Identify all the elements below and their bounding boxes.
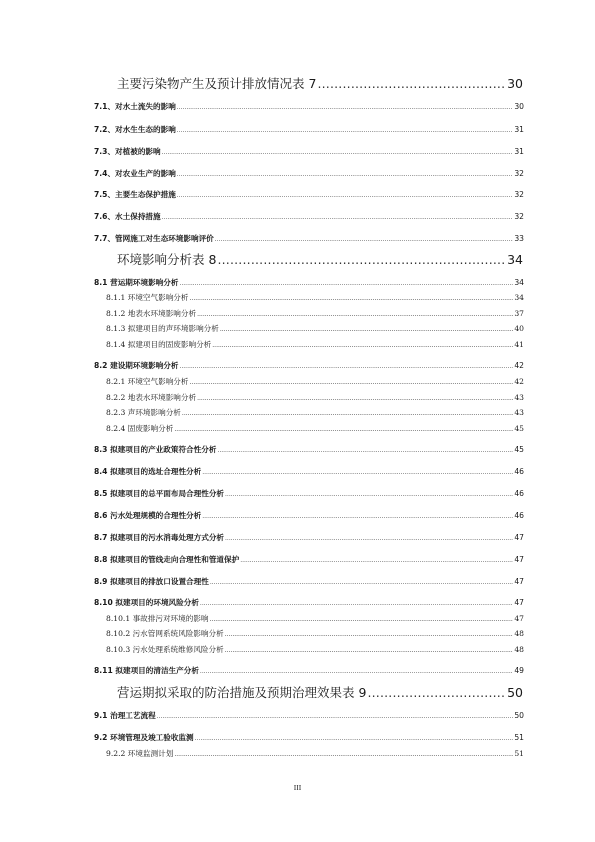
- toc-entry[interactable]: [117, 74, 523, 92]
- toc-entry[interactable]: [94, 360, 524, 371]
- toc-entry-label: 营运期拟采取的防治措施及预期治理效果表 9: [117, 685, 367, 700]
- toc-entry-label: 8.10.3 污水处理系统维修风险分析: [106, 645, 224, 654]
- toc-entry-page-number: 47: [514, 555, 524, 564]
- toc-entry-label: 8.1 营运期环境影响分析: [94, 278, 179, 287]
- toc-entry[interactable]: [94, 732, 524, 743]
- toc-dot-leader: [212, 342, 513, 349]
- toc-dot-leader: [367, 685, 506, 700]
- toc-dot-leader: [202, 469, 513, 476]
- toc-entry[interactable]: [94, 444, 524, 455]
- toc-entry-page-number: 48: [514, 645, 524, 654]
- toc-dot-leader: [179, 363, 513, 370]
- toc-entry-label: 8.7 拟建项目的污水消毒处理方式分析: [94, 533, 225, 542]
- toc-entry[interactable]: [117, 250, 523, 268]
- toc-entry-page-number: 32: [514, 212, 524, 221]
- toc-dot-leader: [202, 513, 513, 520]
- toc-entry[interactable]: [94, 146, 524, 157]
- toc-entry-label: 8.4 拟建项目的选址合理性分析: [94, 467, 202, 476]
- toc-dot-leader: [200, 600, 513, 607]
- toc-entry[interactable]: [106, 628, 524, 639]
- toc-dot-leader: [317, 76, 506, 91]
- toc-entry-label: 8.6 污水处理规模的合理性分析: [94, 511, 202, 520]
- toc-entry-page-number: 50: [507, 685, 523, 700]
- toc-entry[interactable]: [94, 488, 524, 499]
- toc-dot-leader: [200, 668, 513, 675]
- toc-dot-leader: [210, 579, 514, 586]
- toc-dot-leader: [177, 192, 514, 199]
- toc-entry[interactable]: [106, 392, 524, 403]
- toc-entry-page-number: 43: [514, 393, 524, 402]
- toc-entry-page-number: 48: [514, 629, 524, 638]
- toc-entry-page-number: 32: [514, 190, 524, 199]
- toc-entry[interactable]: [94, 168, 524, 179]
- toc-entry-label: 8.2.4 固废影响分析: [106, 424, 174, 433]
- toc-entry-page-number: 45: [514, 445, 524, 454]
- toc-entry[interactable]: [94, 101, 524, 112]
- toc-dot-leader: [162, 214, 514, 221]
- toc-entry-label: 7.1、对水土流失的影响: [94, 102, 176, 111]
- toc-entry-label: 9.1 治理工艺流程: [94, 711, 156, 720]
- toc-entry[interactable]: [94, 466, 524, 477]
- toc-entry-page-number: 30: [507, 76, 523, 91]
- toc-entry-label: 7.6、水土保持措施: [94, 212, 161, 221]
- toc-dot-leader: [162, 149, 514, 156]
- toc-dot-leader: [197, 395, 513, 402]
- toc-entry[interactable]: [94, 665, 524, 676]
- toc-dot-leader: [182, 410, 513, 417]
- toc-entry-label: 9.2.2 环境监测计划: [106, 749, 174, 758]
- toc-dot-leader: [174, 426, 513, 433]
- toc-entry-label: 8.10.1 事故排污对环境的影响: [106, 614, 209, 623]
- toc-entry-label: 8.11 拟建项目的清洁生产分析: [94, 666, 199, 675]
- toc-entry-page-number: 46: [514, 511, 524, 520]
- toc-entry[interactable]: [94, 576, 524, 587]
- toc-entry-label: 8.8 拟建项目的管线走向合理性和管道保护: [94, 555, 240, 564]
- toc-dot-leader: [195, 735, 514, 742]
- toc-entry[interactable]: [94, 277, 524, 288]
- toc-entry-label: 8.9 拟建项目的排放口设置合理性: [94, 577, 209, 586]
- toc-entry[interactable]: [106, 613, 524, 624]
- toc-entry-label: 环境影响分析表 8: [117, 252, 217, 267]
- toc-entry[interactable]: [106, 376, 524, 387]
- toc-entry[interactable]: [94, 532, 524, 543]
- toc-entry-label: 主要污染物产生及预计排放情况表 7: [117, 76, 317, 91]
- toc-dot-leader: [217, 447, 513, 454]
- toc-entry[interactable]: [106, 323, 524, 334]
- toc-dot-leader: [190, 295, 514, 302]
- toc-entry[interactable]: [117, 683, 523, 701]
- toc-entry[interactable]: [94, 124, 524, 135]
- page-number: III: [293, 783, 302, 792]
- toc-dot-leader: [240, 557, 513, 564]
- toc-entry-page-number: 34: [507, 252, 523, 267]
- toc-dot-leader: [157, 713, 514, 720]
- toc-dot-leader: [225, 631, 514, 638]
- toc-entry[interactable]: [94, 510, 524, 521]
- toc-entry[interactable]: [106, 423, 524, 434]
- toc-dot-leader: [217, 252, 506, 267]
- toc-entry-label: 8.3 拟建项目的产业政策符合性分析: [94, 445, 217, 454]
- toc-entry-page-number: 49: [514, 666, 524, 675]
- toc-entry-label: 8.1.4 拟建项目的固废影响分析: [106, 340, 212, 349]
- toc-entry-page-number: 43: [514, 408, 524, 417]
- toc-entry-label: 8.1.1 环境空气影响分析: [106, 293, 189, 302]
- toc-entry-label: 7.2、对水生生态的影响: [94, 125, 176, 134]
- toc-dot-leader: [190, 379, 514, 386]
- toc-entry-page-number: 47: [514, 598, 524, 607]
- toc-entry-page-number: 30: [514, 102, 524, 111]
- toc-dot-leader: [174, 751, 513, 758]
- toc-entry-page-number: 34: [514, 293, 524, 302]
- toc-entry-page-number: 33: [514, 234, 524, 243]
- toc-dot-leader: [225, 647, 514, 654]
- toc-entry-page-number: 40: [514, 324, 524, 333]
- toc-entry-page-number: 45: [514, 424, 524, 433]
- toc-entry-label: 8.2.2 地表水环境影响分析: [106, 393, 197, 402]
- toc-entry-label: 7.7、管网施工对生态环境影响评价: [94, 234, 214, 243]
- toc-entry[interactable]: [94, 211, 524, 222]
- toc-entry[interactable]: [106, 292, 524, 303]
- toc-entry-label: 8.5 拟建项目的总平面布局合理性分析: [94, 489, 225, 498]
- toc-entry[interactable]: [106, 748, 524, 759]
- toc-dot-leader: [177, 171, 514, 178]
- toc-dot-leader: [215, 236, 514, 243]
- toc-entry-label: 8.10.2 污水管网系统风险影响分析: [106, 629, 224, 638]
- toc-entry-label: 8.1.3 拟建项目的声环境影响分析: [106, 324, 219, 333]
- toc-entry-page-number: 37: [514, 309, 524, 318]
- toc-entry-page-number: 50: [514, 711, 524, 720]
- toc-entry[interactable]: [106, 407, 524, 418]
- toc-entry[interactable]: [94, 554, 524, 565]
- toc-dot-leader: [197, 311, 513, 318]
- toc-dot-leader: [220, 326, 513, 333]
- toc-entry-label: 7.3、对植被的影响: [94, 147, 161, 156]
- toc-entry-label: 8.10 拟建项目的环境风险分析: [94, 598, 199, 607]
- toc-entry[interactable]: [94, 189, 524, 200]
- toc-entry[interactable]: [106, 339, 524, 350]
- toc-entry-page-number: 31: [514, 147, 524, 156]
- toc-entry-label: 7.4、对农业生产的影响: [94, 169, 176, 178]
- toc-entry-page-number: 42: [514, 377, 524, 386]
- toc-dot-leader: [177, 127, 514, 134]
- toc-entry-page-number: 42: [514, 361, 524, 370]
- toc-entry[interactable]: [106, 308, 524, 319]
- toc-entry[interactable]: [94, 710, 524, 721]
- toc-entry-page-number: 46: [514, 489, 524, 498]
- toc-entry-label: 9.2 环境管理及竣工验收监测: [94, 733, 194, 742]
- toc-entry-page-number: 34: [514, 278, 524, 287]
- toc-entry-page-number: 51: [514, 749, 524, 758]
- toc-entry[interactable]: [106, 644, 524, 655]
- toc-dot-leader: [225, 491, 513, 498]
- toc-dot-leader: [179, 280, 513, 287]
- toc-entry-page-number: 51: [514, 733, 524, 742]
- toc-dot-leader: [210, 616, 514, 623]
- toc-entry-page-number: 32: [514, 169, 524, 178]
- toc-entry-page-number: 31: [514, 125, 524, 134]
- toc-entry-page-number: 41: [514, 340, 524, 349]
- toc-entry[interactable]: [94, 597, 524, 608]
- toc-entry-page-number: 47: [514, 614, 524, 623]
- toc-entry-page-number: 47: [514, 533, 524, 542]
- toc-entry-label: 8.2.1 环境空气影响分析: [106, 377, 189, 386]
- toc-entry-label: 8.2.3 声环境影响分析: [106, 408, 181, 417]
- toc-dot-leader: [177, 104, 514, 111]
- toc-entry-page-number: 46: [514, 467, 524, 476]
- toc-entry-label: 8.2 建设期环境影响分析: [94, 361, 179, 370]
- toc-entry-page-number: 47: [514, 577, 524, 586]
- toc-dot-leader: [225, 535, 513, 542]
- toc-entry-label: 7.5、主要生态保护措施: [94, 190, 176, 199]
- toc-entry[interactable]: [94, 233, 524, 244]
- toc-entry-label: 8.1.2 地表水环境影响分析: [106, 309, 197, 318]
